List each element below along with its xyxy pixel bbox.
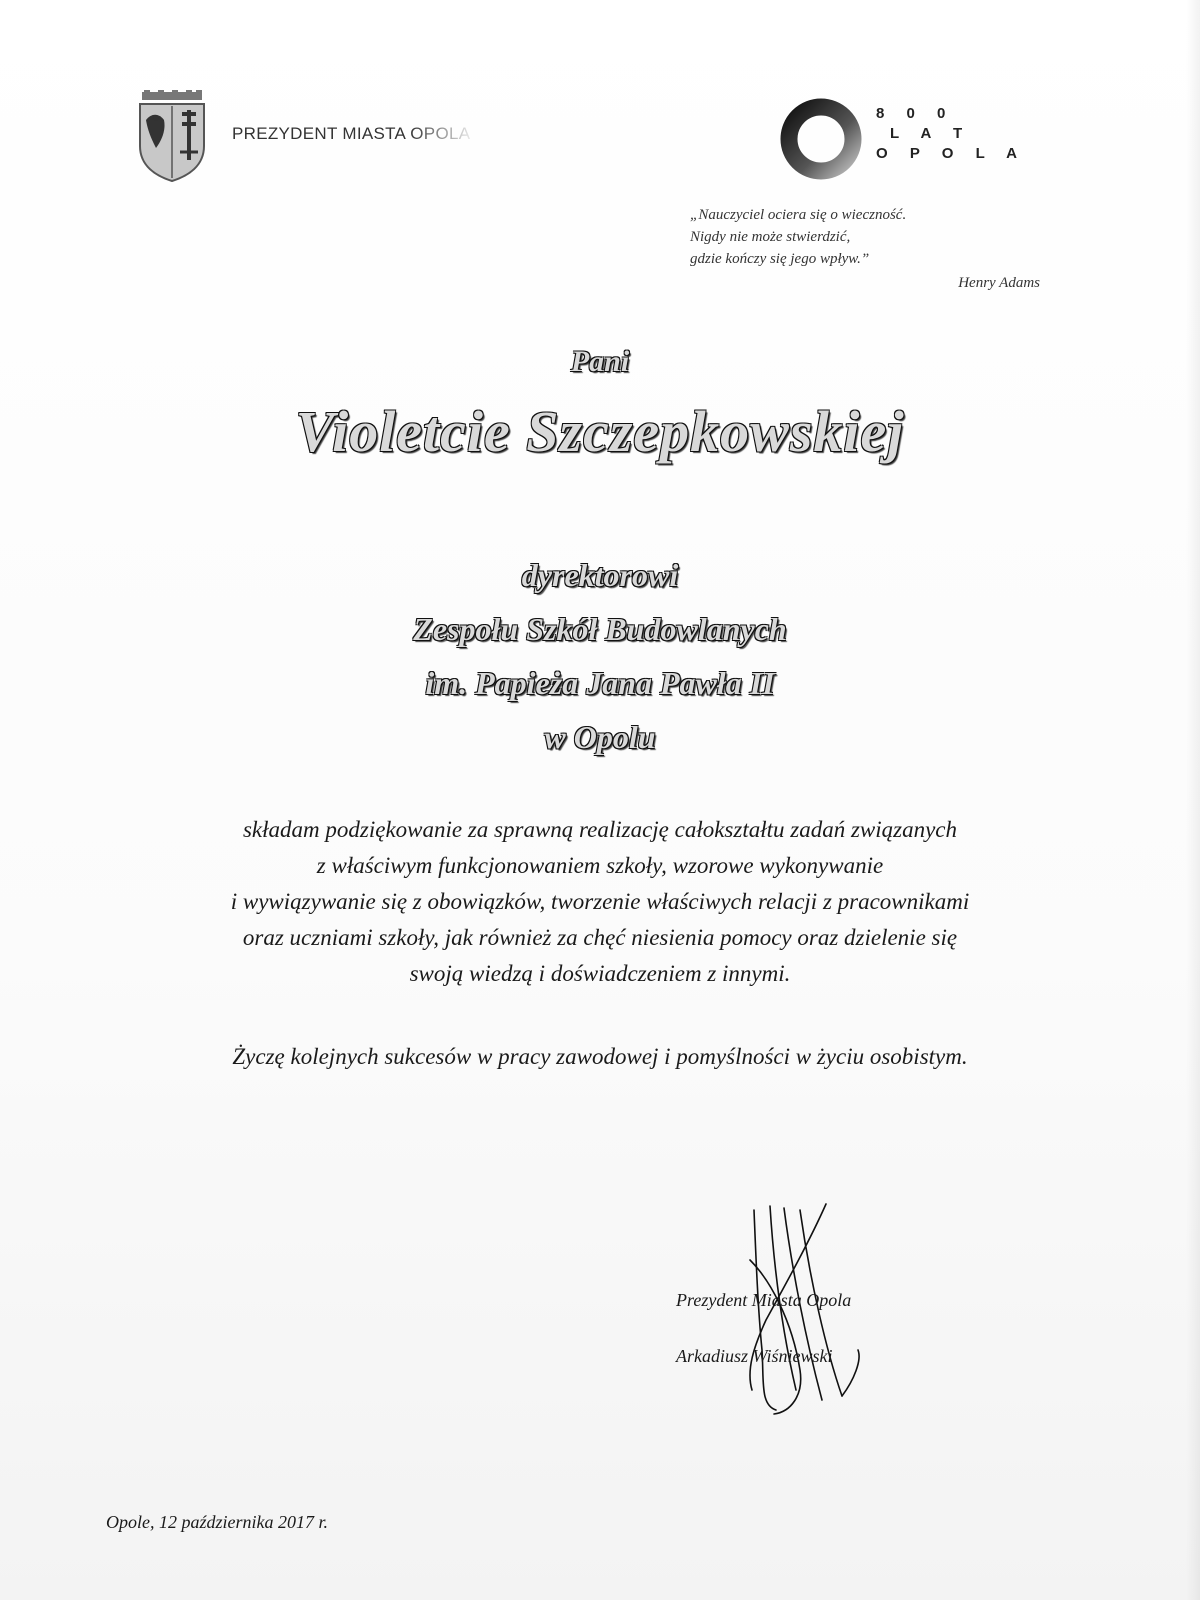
- handwritten-signature-icon: [730, 1200, 910, 1440]
- 800-lat-opola-logo-text: [876, 104, 1026, 164]
- body-line: i wywiązywanie się z obowiązków, tworzenie właściwych relacji z pracownikami: [230, 889, 970, 914]
- issue-date: Opole, 12 października 2017 r.: [106, 1512, 328, 1532]
- signature-name: Arkadiusz Wiśniewski: [676, 1346, 833, 1366]
- quote-block: [690, 204, 1050, 294]
- body-line: składam podziękowanie za sprawną realizację całokształtu zadań związanych: [242, 817, 958, 842]
- quote-line: gdzie kończy się jego wpływ.”: [690, 251, 870, 267]
- recipient-name: Violetcie Szczepkowskiej: [295, 399, 905, 464]
- opole-coat-of-arms-icon: [136, 90, 208, 182]
- recipient-role-line: dyrektorowi: [521, 557, 679, 593]
- quote-author: Henry Adams: [958, 275, 1040, 291]
- president-header-faded-text: OPOLA: [410, 124, 471, 143]
- wishes-text: Życzę kolejnych sukcesów w pracy zawodowej i pomyślności w życiu osobistym.: [232, 1044, 968, 1069]
- signature-title: Prezydent Miasta Opola: [676, 1290, 852, 1310]
- acknowledgement-text: [90, 812, 1110, 992]
- logo-line-2: L A T: [890, 125, 972, 142]
- recipient-role-line: w Opolu: [544, 719, 656, 755]
- president-header: [232, 124, 470, 144]
- recipient-role-line: im. Papieża Jana Pawła II: [425, 665, 775, 701]
- president-header-text: PREZYDENT MIASTA: [232, 124, 411, 143]
- recipient-role-line: Zespołu Szkół Budowlanych: [413, 611, 787, 647]
- salutation: Pani: [570, 345, 630, 378]
- body-line: oraz uczniami szkoły, jak również za chęć niesienia pomocy oraz dzielenie się: [242, 925, 958, 950]
- quote-line: Nigdy nie może stwierdzić,: [690, 229, 851, 245]
- quote-line: „Nauczyciel ociera się o wieczność.: [690, 207, 907, 223]
- 800-lat-opola-logo-ring-icon: [778, 96, 864, 182]
- logo-line-3: O P O L A: [876, 145, 1026, 162]
- body-line: z właściwym funkcjonowaniem szkoły, wzorowe wykonywanie: [316, 853, 884, 878]
- logo-line-1: 8 0 0: [876, 105, 955, 122]
- body-line: swoją wiedzą i doświadczeniem z innymi.: [409, 961, 791, 986]
- page-edge-shadow: [1186, 0, 1200, 1600]
